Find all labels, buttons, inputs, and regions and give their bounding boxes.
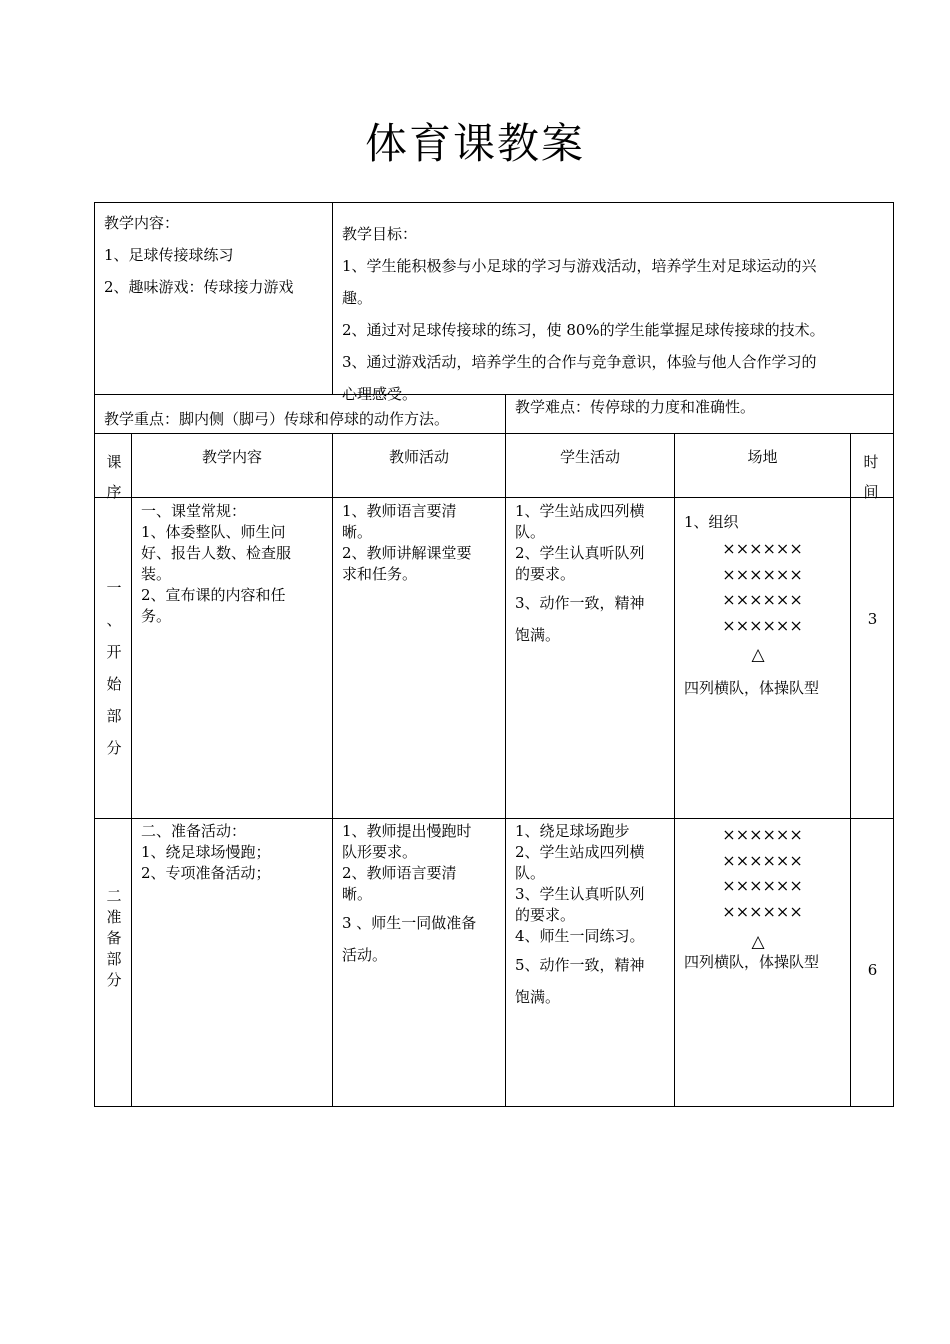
header-content: 教学内容 xyxy=(201,448,262,466)
objective-line: 1、学生能积极参与小足球的学习与游戏活动，培养学生对足球运动的兴 xyxy=(342,257,817,275)
objective-line: 3、通过游戏活动，培养学生的合作与竞争意识，体验与他人合作学习的 xyxy=(342,353,817,371)
teacher-marker: △ xyxy=(751,932,765,952)
key-point: 教学重点：脚内侧（脚弓）传球和停球的动作方法。 xyxy=(104,410,450,428)
header-time: 时 间 xyxy=(863,453,879,501)
formation: ×××××× ×××××× ×××××× ×××××× xyxy=(722,539,803,635)
header-student: 学生活动 xyxy=(559,448,620,466)
header-order: 课 序 xyxy=(106,453,122,501)
divider xyxy=(850,433,851,1107)
objective-line: 心理感受。 xyxy=(342,385,418,403)
teaching-objectives xyxy=(342,218,887,410)
objective-line: 2、通过对足球传接球的练习，使 80%的学生能掌握足球传接球的技术。 xyxy=(342,321,825,339)
header-teacher: 教师活动 xyxy=(388,448,449,466)
divider xyxy=(332,202,333,394)
objectives-label: 教学目标： xyxy=(342,225,418,243)
divider xyxy=(505,433,506,1107)
content-label: 教学内容： xyxy=(104,214,180,232)
row-teacher-activity: 1、教师语言要清 晰。 2、教师讲解课堂要 求和任务。 xyxy=(342,502,472,583)
difficulty: 教学难点：传停球的力度和准确性。 xyxy=(515,398,756,416)
header-venue: 场地 xyxy=(747,448,778,466)
row-time: 6 xyxy=(867,961,878,979)
formation-caption: 四列横队，体操队型 xyxy=(684,679,820,697)
section-label: 二 准 备 部 分 xyxy=(106,887,122,989)
row-student-activity: 1、学生站成四列横 队。 2、学生认真听队列 的要求。 3、动作一致，精神 饱满。 xyxy=(515,502,645,644)
page-title: 体育课教案 xyxy=(364,119,585,168)
formation-caption: 四列横队，体操队型 xyxy=(684,953,820,971)
divider xyxy=(332,433,333,1107)
divider xyxy=(94,497,894,498)
teaching-content xyxy=(104,212,294,298)
divider xyxy=(131,433,132,1107)
divider xyxy=(94,433,894,434)
row-content: 二、准备活动： 1、绕足球场慢跑； 2、专项准备活动； xyxy=(141,822,271,882)
row-teacher-activity: 1、教师提出慢跑时 队形要求。 2、教师语言要清 晰。 3 、师生一同做准备 活动。 xyxy=(342,822,477,964)
divider xyxy=(674,433,675,1107)
objective-line: 趣。 xyxy=(342,289,373,307)
row-time: 3 xyxy=(867,610,878,628)
divider xyxy=(94,818,894,819)
content-item: 2、趣味游戏：传球接力游戏 xyxy=(104,278,294,296)
teacher-marker: △ xyxy=(751,645,765,665)
row-content: 一、课堂常规： 1、体委整队、师生问 好、报告人数、检查服 装。 2、宣布课的内容和任 务。 xyxy=(141,502,292,625)
row-student-activity: 1、绕足球场跑步 2、学生站成四列横 队。 3、学生认真听队列 的要求。 4、师生一同练习。 5、动作一致，精神 饱满。 xyxy=(515,822,645,1006)
content-item: 1、足球传接球练习 xyxy=(104,246,234,264)
formation: ×××××× ×××××× ×××××× ×××××× xyxy=(722,825,803,921)
section-label: 一 、 开 始 部 分 xyxy=(106,579,122,757)
venue-heading: 1、组织 xyxy=(684,513,739,531)
